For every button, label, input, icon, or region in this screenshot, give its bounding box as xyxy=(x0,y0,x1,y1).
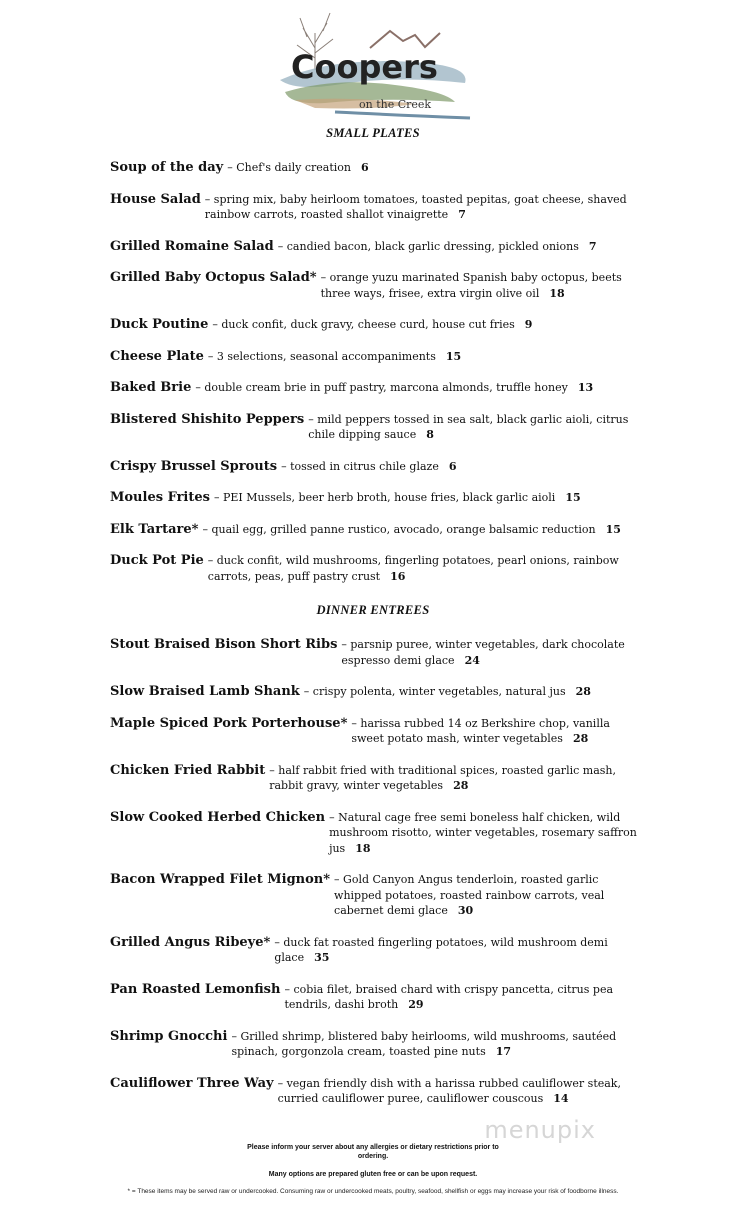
menu-item xyxy=(110,317,640,333)
menu-item-price: 7 xyxy=(458,208,466,221)
separator: – xyxy=(320,271,330,284)
menu-item-desc-text: tossed in citrus chile glaze xyxy=(290,459,439,473)
menu-item-name: Grilled Romaine Salad xyxy=(110,238,274,254)
separator: – xyxy=(277,239,287,253)
menu-item-description xyxy=(191,380,640,396)
allergy-notice: Please inform your server about any allergies or dietary restrictions prior to ordering. xyxy=(247,1143,499,1160)
menu-item-price: 6 xyxy=(360,161,369,174)
menu-item-desc-text: 3 selections, seasonal accompaniments xyxy=(216,349,436,363)
menu-item-desc-text: mild peppers tossed in sea salt, black garlic aioli, citrus chile dipping sauce xyxy=(308,412,629,441)
menu-content xyxy=(0,125,746,1196)
menu-item-description xyxy=(198,522,640,538)
separator: – xyxy=(329,810,339,824)
separator: – xyxy=(269,763,279,777)
menu-item-name: Baked Brie xyxy=(110,380,192,395)
menu-item-name: Soup of the day xyxy=(110,160,224,175)
separator: – xyxy=(195,381,205,394)
menu-item-name: Grilled Baby Octopus Salad* xyxy=(110,270,317,285)
menu-item xyxy=(110,459,640,475)
restaurant-logo xyxy=(275,8,475,120)
menu-item xyxy=(110,1076,640,1107)
menu-item xyxy=(110,522,640,538)
menu-item xyxy=(110,490,640,506)
menu-item-name: Moules Frites xyxy=(110,490,210,505)
menu-item-price: 8 xyxy=(426,428,434,441)
small-plates-list xyxy=(110,160,640,584)
menu-item-description xyxy=(204,553,640,584)
menu-item-desc-text: Gold Canyon Angus tenderloin, roasted garlic whipped potatoes, roasted rainbow carrots, veal cabernet demi glace xyxy=(334,873,605,917)
menu-item-price: 18 xyxy=(355,841,371,855)
menu-item xyxy=(110,349,640,365)
menu-item-description xyxy=(201,192,640,223)
menu-item-desc-text: double cream brie in puff pastry, marcona almonds, truffle honey xyxy=(204,381,568,394)
menu-item-name: Chicken Fried Rabbit xyxy=(110,762,266,778)
menu-item-name: Duck Poutine xyxy=(110,317,209,332)
menu-item-name: Bacon Wrapped Filet Mignon* xyxy=(110,872,331,887)
menu-item-desc-text: Grilled shrimp, blistered baby heirlooms, wild mushrooms, sautéed spinach, gorgonzola cream, toasted pine nuts xyxy=(231,1029,617,1058)
menu-item-price: 28 xyxy=(453,779,469,792)
separator: – xyxy=(303,685,313,698)
separator: – xyxy=(351,716,361,730)
menu-item-desc-text: crispy polenta, winter vegetables, natural jus xyxy=(312,685,566,698)
menu-item xyxy=(110,553,640,584)
menu-item xyxy=(110,935,640,966)
menu-item-name: Slow Cooked Herbed Chicken xyxy=(110,809,326,825)
menu-item-desc-text: quail egg, grilled panne rustico, avocado, orange balsamic reduction xyxy=(211,522,596,536)
separator: – xyxy=(334,873,344,886)
menu-item xyxy=(110,684,640,700)
separator: – xyxy=(274,935,284,949)
menu-item-description xyxy=(223,160,640,176)
menu-item-desc-text: PEI Mussels, beer herb broth, house fries, black garlic aioli xyxy=(222,491,556,504)
menu-item-desc-text: cobia filet, braised chard with crispy pancetta, citrus pea tendrils, dashi broth xyxy=(284,982,614,1011)
menu-item-price: 15 xyxy=(565,491,581,504)
menu-item-name: Pan Roasted Lemonfish xyxy=(110,981,281,997)
menu-item xyxy=(110,412,640,443)
menu-item-price: 15 xyxy=(445,349,462,363)
menu-item-name: Maple Spiced Pork Porterhouse* xyxy=(110,715,348,731)
menu-item-desc-text: half rabbit fried with traditional spices, roasted garlic mash, rabbit gravy, winter vegetables xyxy=(269,763,616,792)
logo-name: Coopers xyxy=(291,48,438,86)
menu-item xyxy=(110,270,640,301)
menu-item-price: 6 xyxy=(448,459,457,473)
menu-item-name: Duck Pot Pie xyxy=(110,553,204,568)
raw-food-warning: * = These items may be served raw or undercooked. Consuming raw or undercooked meats, poultry, seafood, shellfish or eggs may increase your risk of foodborne illness. xyxy=(127,1187,619,1195)
menu-item-desc-text: Natural cage free semi boneless half chicken, wild mushroom risotto, winter vegetables, rosemary saffron jus xyxy=(329,810,637,855)
menu-item-desc-text: Chef's daily creation xyxy=(236,161,351,174)
separator: – xyxy=(207,349,217,363)
menu-item-price: 17 xyxy=(495,1045,512,1058)
menu-item-price: 29 xyxy=(408,998,424,1011)
menu-item-name: Shrimp Gnocchi xyxy=(110,1028,228,1044)
menu-item-description xyxy=(280,982,640,1013)
menu-item-name: Elk Tartare* xyxy=(110,521,199,537)
menu-item xyxy=(110,160,640,176)
menu-item-description xyxy=(277,459,640,475)
menu-item-description xyxy=(227,1029,640,1060)
menu-item-description xyxy=(300,684,640,700)
menu-item-price: 7 xyxy=(588,239,597,253)
menu-item-price: 28 xyxy=(572,732,589,745)
separator: – xyxy=(231,1029,241,1043)
section-title-dinner-entrees: DINNER ENTREES xyxy=(316,603,430,617)
menu-item-description xyxy=(210,490,640,506)
menu-item-desc-text: duck confit, wild mushrooms, fingerling potatoes, pearl onions, rainbow carrots, peas, puff pastry crust xyxy=(207,554,619,583)
menu-item-name: Grilled Angus Ribeye* xyxy=(110,934,271,950)
menu-item-name: Slow Braised Lamb Shank xyxy=(110,684,300,699)
menu-item-description xyxy=(347,716,640,747)
menu-item-desc-text: parsnip puree, winter vegetables, dark chocolate espresso demi glace xyxy=(341,638,625,667)
watermark: menupix xyxy=(484,1115,596,1144)
menu-item-desc-text: duck confit, duck gravy, cheese curd, house cut fries xyxy=(221,318,515,331)
menu-item-price: 9 xyxy=(524,318,533,331)
menu-item-description xyxy=(270,935,640,966)
menu-item xyxy=(110,872,640,919)
separator: – xyxy=(207,554,217,567)
menu-item-price: 30 xyxy=(457,904,474,917)
menu-item xyxy=(110,810,640,857)
menu-item-description xyxy=(204,349,640,365)
menu-item xyxy=(110,637,640,668)
separator: – xyxy=(227,161,237,174)
menu-item-description xyxy=(317,270,640,301)
logo-tagline: on the Creek xyxy=(359,98,432,111)
separator: – xyxy=(277,1076,287,1090)
menu-item-description xyxy=(208,317,640,333)
menu-item-price: 18 xyxy=(549,286,565,300)
menu-item-desc-text: harissa rubbed 14 oz Berkshire chop, vanilla sweet potato mash, winter vegetables xyxy=(351,716,610,745)
menu-item-desc-text: spring mix, baby heirloom tomatoes, toasted pepitas, goat cheese, shaved rainbow carrots, roasted shallot vinaigrette xyxy=(204,192,627,221)
menu-item-price: 28 xyxy=(575,685,591,698)
menu-item-name: Cauliflower Three Way xyxy=(110,1075,274,1091)
menu-item-name: Blistered Shishito Peppers xyxy=(110,411,305,427)
menu-item xyxy=(110,192,640,223)
menu-item-description xyxy=(337,637,640,668)
section-title-small-plates: SMALL PLATES xyxy=(326,126,420,140)
separator: – xyxy=(202,522,212,536)
menu-item-description xyxy=(304,412,640,443)
separator: – xyxy=(341,638,351,651)
menu-item-desc-text: duck fat roasted fingerling potatoes, wild mushroom demi glace xyxy=(274,935,608,964)
separator: – xyxy=(308,412,318,426)
menu-item-desc-text: vegan friendly dish with a harissa rubbed cauliflower steak, curried cauliflower puree, cauliflower couscous xyxy=(277,1076,621,1105)
menu-item xyxy=(110,982,640,1013)
menu-item-description xyxy=(330,872,640,919)
separator: – xyxy=(213,491,223,504)
menu-item-name: House Salad xyxy=(110,191,201,207)
menu-item-price: 15 xyxy=(605,522,621,536)
menu-item-description xyxy=(265,763,640,794)
separator: – xyxy=(284,982,294,996)
menu-item-description xyxy=(274,239,640,255)
gluten-free-notice: Many options are prepared gluten free or can be upon request. xyxy=(268,1170,478,1178)
menu-item-name: Stout Braised Bison Short Ribs xyxy=(110,637,338,652)
menu-item xyxy=(110,239,640,255)
menu-item-name: Cheese Plate xyxy=(110,348,204,364)
menu-item xyxy=(110,716,640,747)
menu-item-description xyxy=(325,810,640,857)
menu-item xyxy=(110,380,640,396)
menu-item-price: 14 xyxy=(553,1092,569,1105)
menu-item-price: 16 xyxy=(390,569,406,583)
menu-item xyxy=(110,763,640,794)
separator: – xyxy=(212,318,222,331)
menu-item-price: 13 xyxy=(577,381,594,394)
dinner-entrees-list xyxy=(110,637,640,1107)
separator: – xyxy=(204,192,214,206)
menu-item-price: 24 xyxy=(464,653,480,667)
menu-item xyxy=(110,1029,640,1060)
menu-item-price: 35 xyxy=(314,951,330,964)
menu-item-description xyxy=(274,1076,640,1107)
separator: – xyxy=(281,459,291,473)
menu-item-name: Crispy Brussel Sprouts xyxy=(110,458,278,474)
menu-item-desc-text: candied bacon, black garlic dressing, pickled onions xyxy=(286,239,579,253)
menu-item-desc-text: orange yuzu marinated Spanish baby octopus, beets three ways, frisee, extra virgin olive oil xyxy=(320,271,622,300)
